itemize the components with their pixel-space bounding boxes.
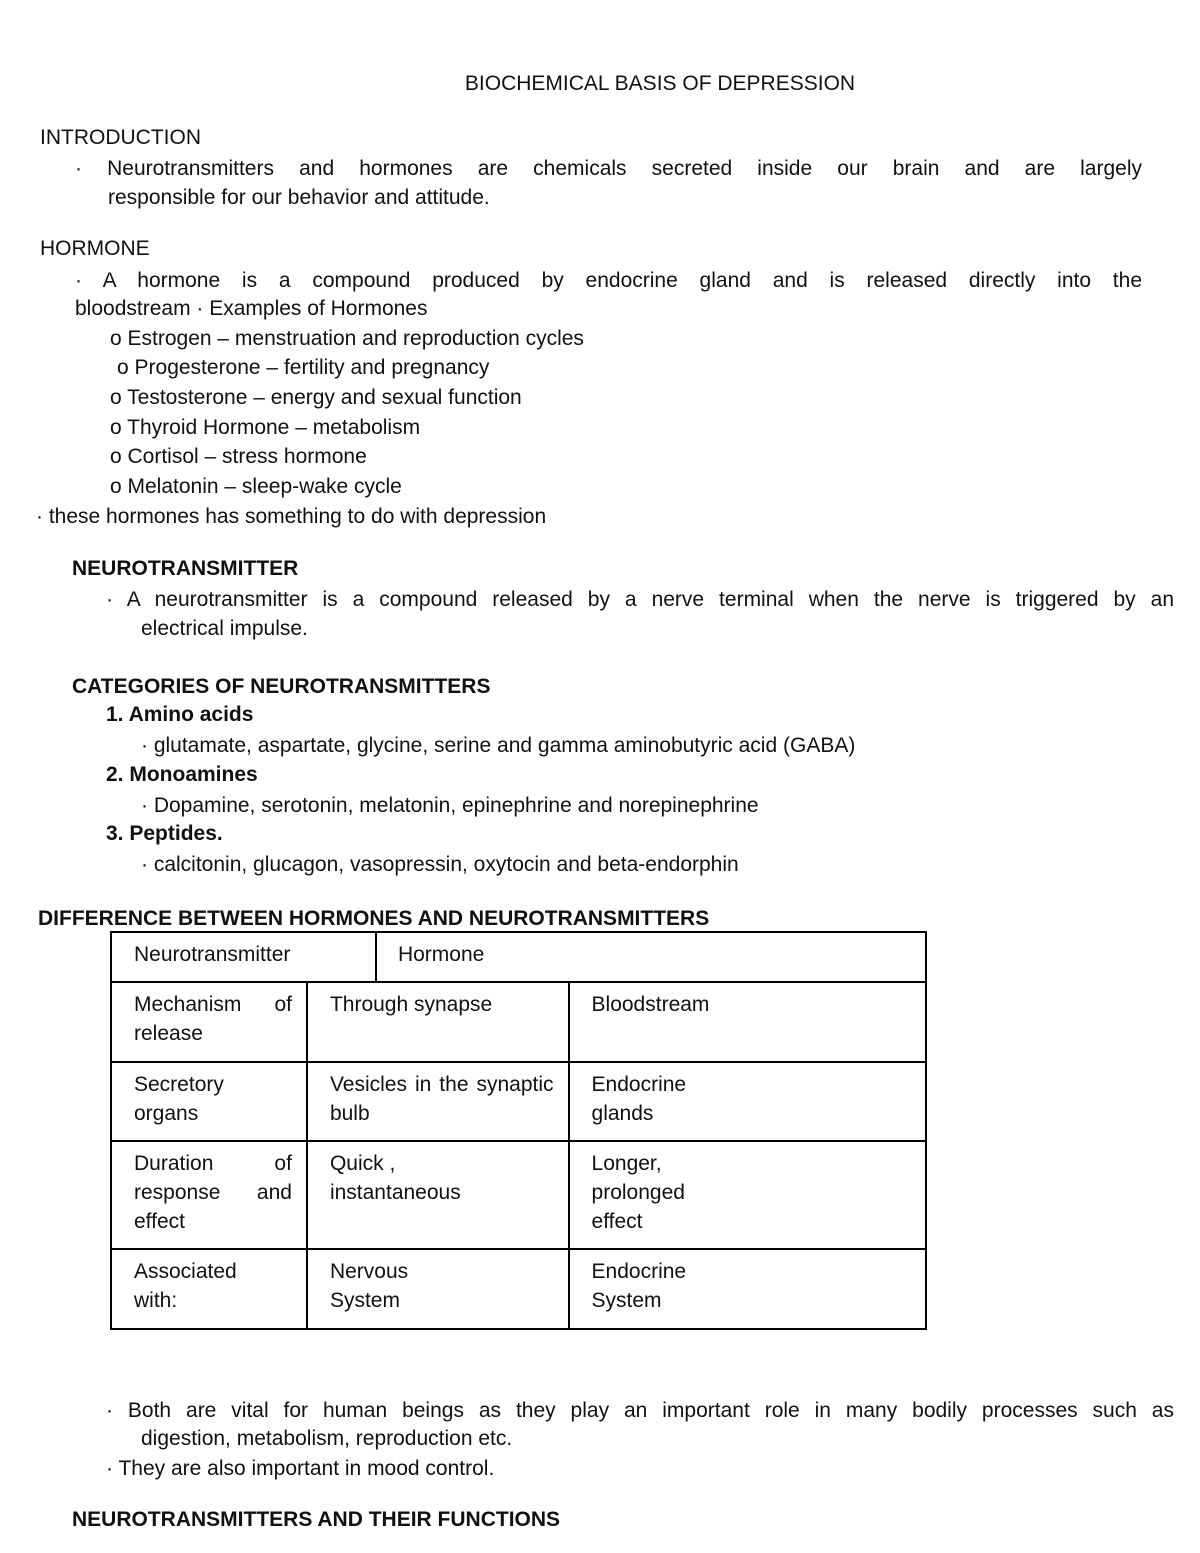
category-detail: · Dopamine, serotonin, melatonin, epinephrine and norepinephrine xyxy=(141,794,759,817)
table-row xyxy=(111,1249,926,1329)
category-label: 3. Peptides. xyxy=(106,822,223,845)
hormone-cell xyxy=(569,1249,926,1329)
table-header-row xyxy=(111,932,926,982)
cell-text: Nervous System xyxy=(329,1260,409,1312)
functions-heading: NEUROTRANSMITTERS AND THEIR FUNCTIONS xyxy=(72,1508,561,1531)
hormone-cell xyxy=(569,1141,926,1249)
hormone-cell: Bloodstream xyxy=(569,982,926,1062)
closing-paragraph-line1: · Both are vital for human beings as they play an important role in many bodily processes such as xyxy=(106,1399,1174,1422)
category-label: 2. Monoamines xyxy=(106,763,258,786)
neurotransmitter-heading: NEUROTRANSMITTER xyxy=(72,557,299,580)
table-row xyxy=(111,1141,926,1249)
category-label: 1. Amino acids xyxy=(106,703,254,726)
cell-text: Through synapse xyxy=(329,993,493,1016)
table-row xyxy=(111,1062,926,1141)
difference-heading: DIFFERENCE BETWEEN HORMONES AND NEUROTRANSMITTERS xyxy=(38,907,710,930)
row-label-cell: Duration of response and effect xyxy=(111,1141,307,1249)
neurotransmitter-paragraph-line2: electrical impulse. xyxy=(141,617,308,640)
cell-text: Associated with: xyxy=(134,1260,237,1312)
neurotransmitter-paragraph-line1: · A neurotransmitter is a compound released by a nerve terminal when the nerve is triggered by an xyxy=(106,588,1174,611)
cell-text: Endocrine System xyxy=(591,1260,687,1312)
hormone-cell xyxy=(569,1062,926,1141)
category-detail: · glutamate, aspartate, glycine, serine and gamma aminobutyric acid (GABA) xyxy=(141,734,856,757)
document-title: BIOCHEMICAL BASIS OF DEPRESSION xyxy=(464,72,856,95)
header-cell-hormone xyxy=(307,932,926,982)
intro-paragraph-line2: responsible for our behavior and attitude. xyxy=(108,186,490,209)
hormone-example-item: o Cortisol – stress hormone xyxy=(110,445,367,468)
hormone-example-item: o Progesterone – fertility and pregnancy xyxy=(117,356,490,379)
cell-text: Quick , instantaneous xyxy=(329,1152,461,1204)
cell-text: Endocrine glands xyxy=(591,1073,687,1125)
closing-paragraph-line2: digestion, metabolism, reproduction etc. xyxy=(141,1427,513,1450)
row-label-cell: Mechanism of release xyxy=(111,982,307,1062)
cell-text: Secretory organs xyxy=(134,1073,224,1125)
hormone-example-item: o Estrogen – menstruation and reproduction cycles xyxy=(110,327,584,350)
row-label-cell xyxy=(111,1249,307,1329)
header-divider xyxy=(375,933,377,981)
neurotransmitter-cell xyxy=(307,1249,569,1329)
hormone-example-item: o Melatonin – sleep-wake cycle xyxy=(110,475,402,498)
neurotransmitter-cell xyxy=(307,982,569,1062)
neurotransmitter-cell xyxy=(307,1141,569,1249)
header-label: Neurotransmitter xyxy=(134,943,291,966)
category-detail: · calcitonin, glucagon, vasopressin, oxytocin and beta-endorphin xyxy=(141,853,739,876)
hormone-example-item: o Thyroid Hormone – metabolism xyxy=(110,416,421,439)
table-row xyxy=(111,982,926,1062)
header-label: Hormone xyxy=(397,943,485,966)
categories-heading: CATEGORIES OF NEUROTRANSMITTERS xyxy=(72,675,491,698)
hormone-note: · these hormones has something to do with depression xyxy=(36,505,547,528)
intro-paragraph-line1: · Neurotransmitters and hormones are chemicals secreted inside our brain and are largely xyxy=(75,157,1142,180)
intro-heading: INTRODUCTION xyxy=(40,126,201,149)
closing-paragraph-line3: · They are also important in mood control. xyxy=(106,1457,495,1480)
cell-text: Longer, prolonged effect xyxy=(591,1152,685,1233)
hormone-example-item: o Testosterone – energy and sexual function xyxy=(110,386,522,409)
hormone-paragraph-line2: bloodstream · Examples of Hormones xyxy=(75,297,428,320)
row-label-cell xyxy=(111,1062,307,1141)
difference-table xyxy=(110,931,927,1330)
header-cell-neurotransmitter xyxy=(111,932,307,982)
neurotransmitter-cell: Vesicles in the synaptic bulb xyxy=(307,1062,569,1141)
hormone-heading: HORMONE xyxy=(40,237,150,260)
hormone-paragraph-line1: · A hormone is a compound produced by endocrine gland and is released directly into the xyxy=(75,269,1142,292)
